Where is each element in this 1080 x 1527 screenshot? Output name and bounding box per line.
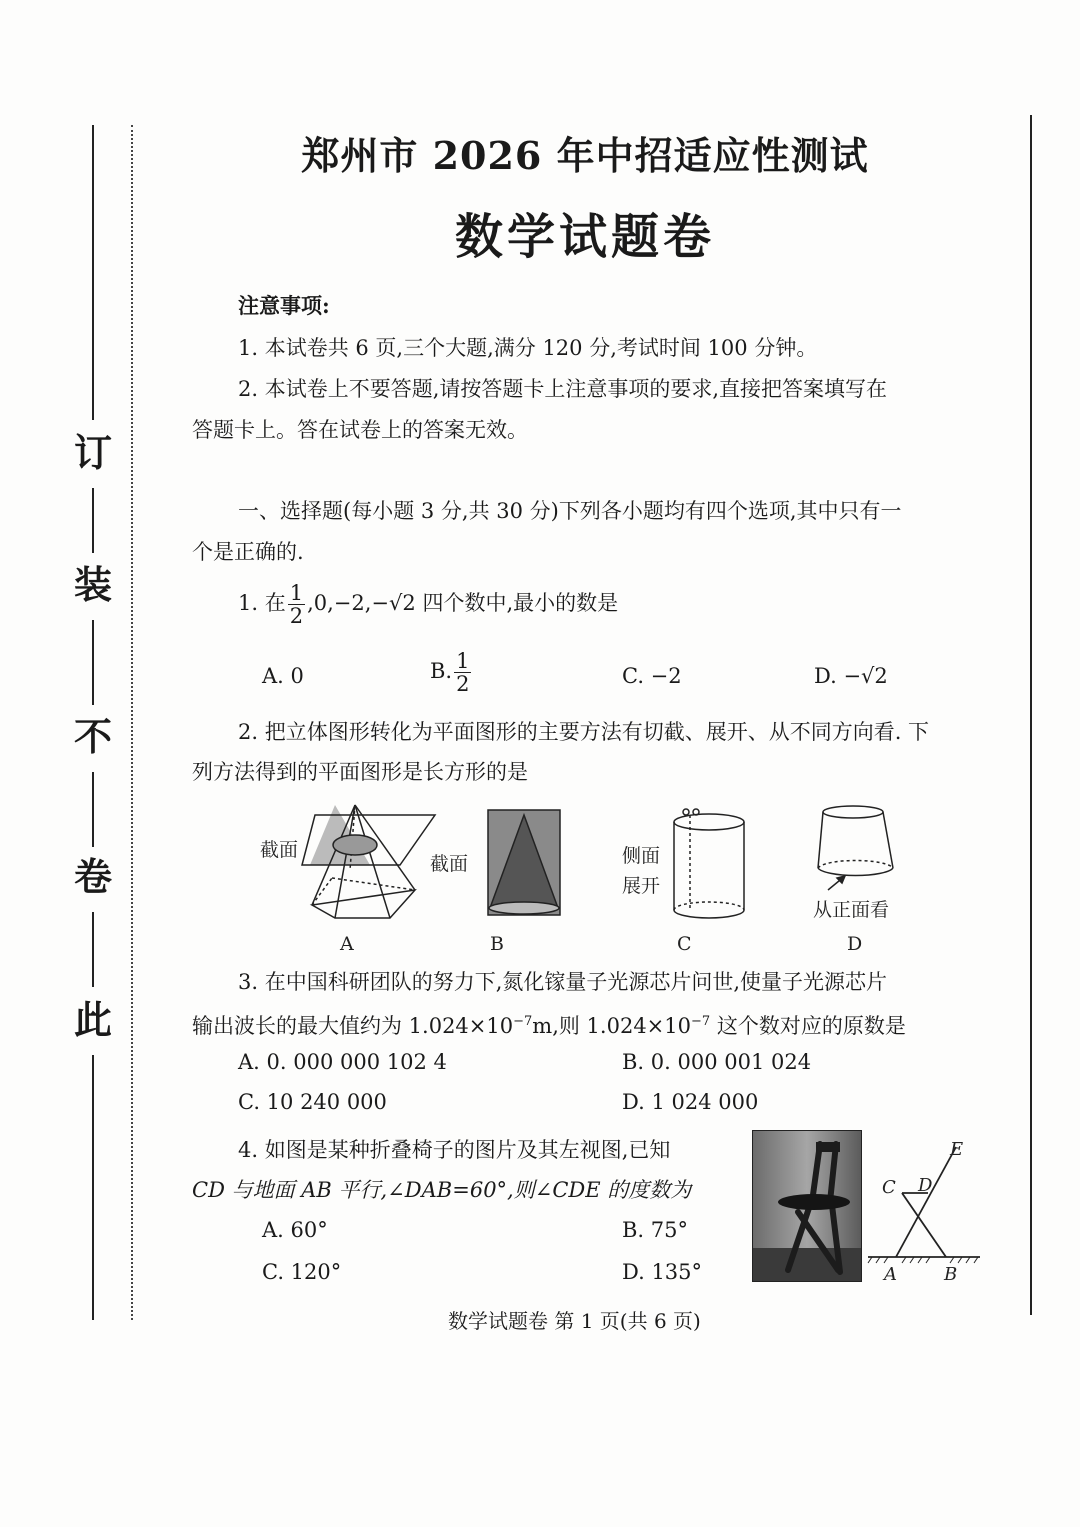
q1-fraction [288,582,305,627]
point-d-label: D [918,1175,933,1196]
point-a-label: A [884,1264,897,1285]
figure-c-label-2: 展开 [622,875,661,897]
figure-b-cone [488,810,560,915]
q4-option-a: A. 60° [262,1218,328,1242]
point-e-label: E [950,1139,964,1160]
notes-item-2-cont: 答题卡上。答在试卷上的答案无效。 [192,418,528,442]
figure-d-label: 从正面看 [813,899,890,921]
margin-dotted-line [131,125,133,1320]
q1-option-d: D. −√2 [814,664,888,688]
q3-option-c: C. 10 240 000 [238,1090,387,1114]
figure-c-label-1: 侧面 [622,845,661,867]
figure-b-label: 截面 [430,853,469,875]
figure-d-caption: D [847,933,863,955]
point-c-label: C [882,1177,896,1198]
q1-option-a: A. 0 [262,664,304,688]
q1-opt-b-num: 1 [456,649,470,673]
figure-c-caption: C [677,933,692,955]
q4-option-d: D. 135° [622,1260,703,1284]
notes-item-2: 2. 本试卷上不要答题,请按答题卡上注意事项的要求,直接把答案填写在 [238,377,888,401]
notes-heading: 注意事项: [238,293,330,318]
chair-photo [752,1130,862,1282]
question-2: 2. 把立体图形转化为平面图形的主要方法有切截、展开、从不同方向看. 下 [238,720,930,744]
margin-char-ci: 此 [73,997,112,1042]
figure-a-label: 截面 [260,839,299,861]
exam-subtitle: 数学试题卷 [454,209,715,265]
figure-b-caption: B [490,933,504,955]
right-border-line [1030,115,1032,1315]
q4-option-c: C. 120° [262,1260,342,1284]
margin-line-4 [92,912,94,987]
page-footer: 数学试题卷 第 1 页(共 6 页) [448,1309,701,1333]
q3-option-b: B. 0. 000 001 024 [622,1050,812,1074]
question-2-cont: 列方法得到的平面图形是长方形的是 [192,760,528,784]
figure-c-cylinder [674,809,744,918]
q3-tail: 这个数对应的原数是 [710,1014,906,1038]
margin-line-1 [92,488,94,553]
q3-exponent-2: −7 [691,1014,711,1029]
q1-option-c: C. −2 [622,664,682,688]
margin-char-juan: 卷 [73,854,112,899]
q4-option-b: B. 75° [622,1218,689,1242]
figure-a-pyramid [302,805,435,918]
q2-figures [250,800,930,960]
margin-char-bu: 不 [73,714,112,759]
q1-frac-den: 2 [289,604,304,628]
section1-intro-cont: 个是正确的. [192,540,304,564]
q1-opt-b-den: 2 [456,672,470,696]
q3-option-d: D. 1 024 000 [622,1090,759,1114]
question-1 [238,582,618,627]
chair-left-view [866,1135,986,1287]
question-3: 3. 在中国科研团队的努力下,氮化镓量子光源芯片问世,使量子光源芯片 [238,970,888,994]
margin-line-3 [92,772,94,847]
q1-option-b-fraction [454,650,471,695]
q1-frac-num: 1 [289,581,304,605]
q1-prefix: 1. 在 [238,591,286,615]
q3-option-a: A. 0. 000 000 102 4 [238,1050,447,1074]
q1-middle: ,0,−2,−√2 四个数中,最小的数是 [307,591,619,615]
exam-title: 郑州市 2026 年中招适应性测试 [301,133,869,178]
margin-line-bottom [92,1055,94,1320]
section1-intro: 一、选择题(每小题 3 分,共 30 分)下列各小题均有四个选项,其中只有一 [238,499,902,523]
q1-option-b-prefix: B. [430,659,453,683]
question-4-cont: CD 与地面 AB 平行,∠DAB=60°,则∠CDE 的度数为 [192,1178,692,1202]
margin-line-2 [92,620,94,705]
notes-item-1: 1. 本试卷共 6 页,三个大题,满分 120 分,考试时间 100 分钟。 [238,336,818,360]
figure-d-frustum [818,806,893,890]
q1-option-b [430,650,473,695]
question-4: 4. 如图是某种折叠椅子的图片及其左视图,已知 [238,1138,671,1162]
q3-exponent-1: −7 [513,1014,533,1029]
q3-number-1: 输出波长的最大值约为 1.024×10 [192,1014,514,1038]
figure-a-caption: A [340,933,354,955]
margin-char-zhuang: 装 [73,562,112,607]
point-b-label: B [944,1264,958,1285]
margin-char-ding: 订 [73,430,112,475]
question-3-cont [192,1008,906,1040]
q3-number-2: m,则 1.024×10 [532,1014,691,1038]
